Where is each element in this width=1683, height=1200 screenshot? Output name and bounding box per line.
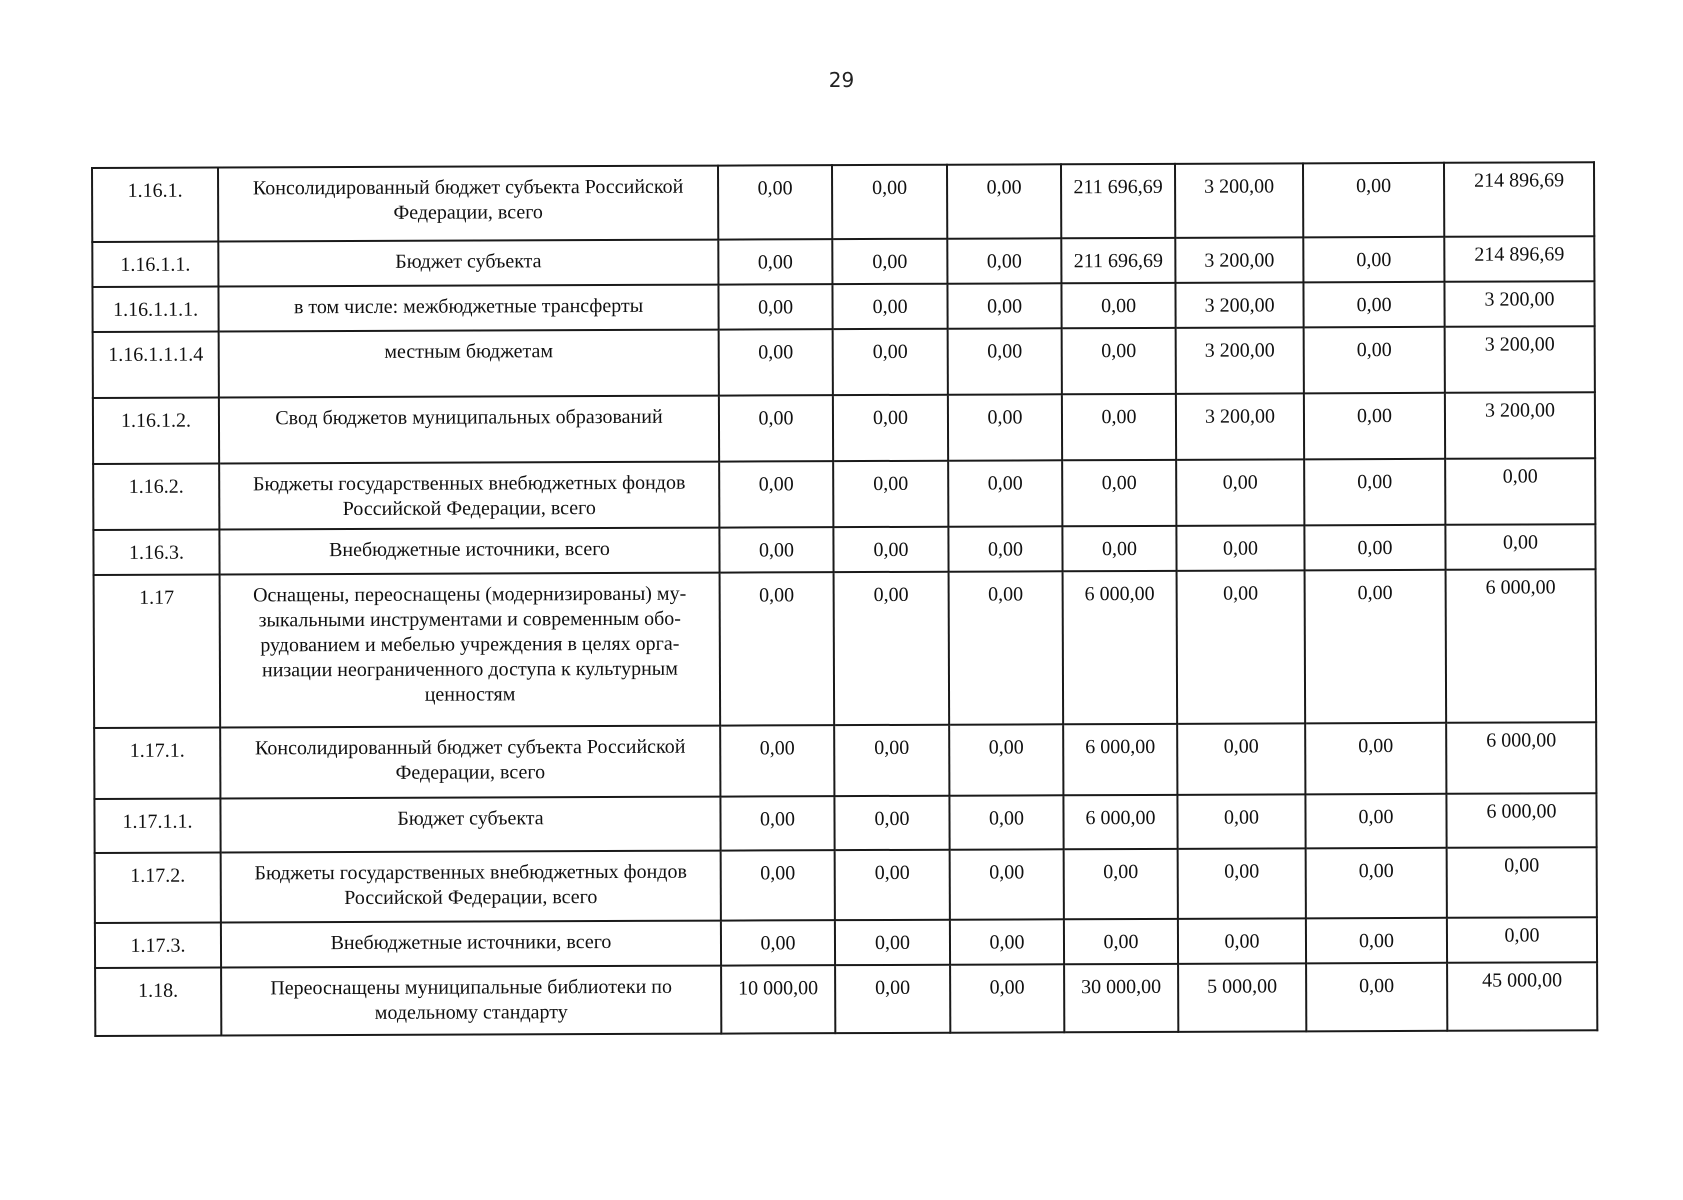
row-value: 0,00	[950, 849, 1064, 919]
row-value: 0,00	[948, 394, 1062, 460]
row-description: в том числе: межбюджетные трансферты	[218, 285, 718, 332]
row-value: 0,00	[833, 461, 948, 527]
row-total-value: 214 896,69	[1444, 236, 1594, 282]
row-value: 0,00	[721, 920, 835, 965]
row-total-value: 6 000,00	[1446, 569, 1597, 723]
row-value: 0,00	[834, 572, 950, 725]
row-value: 0,00	[1177, 794, 1305, 848]
row-value: 211 696,69	[1061, 164, 1175, 238]
table-row	[94, 722, 1596, 799]
row-total-value: 3 200,00	[1444, 281, 1594, 327]
row-code: 1.16.1.1.	[92, 242, 218, 287]
row-value: 0,00	[832, 284, 947, 329]
table-row	[94, 793, 1596, 853]
row-value: 0,00	[719, 527, 833, 572]
row-value: 0,00	[1304, 525, 1445, 571]
row-value: 0,00	[1303, 282, 1444, 328]
row-code: 1.18.	[95, 968, 221, 1036]
row-value: 0,00	[1061, 283, 1175, 328]
table-body	[92, 162, 1597, 1036]
table-row	[94, 569, 1597, 728]
row-value: 0,00	[718, 239, 832, 284]
row-value: 0,00	[1176, 459, 1304, 525]
row-value: 0,00	[1303, 163, 1444, 238]
row-value: 6 000,00	[1063, 795, 1177, 849]
row-value: 0,00	[950, 964, 1064, 1032]
row-value: 0,00	[1306, 918, 1447, 964]
row-value: 0,00	[1176, 525, 1304, 570]
row-value: 0,00	[948, 328, 1062, 394]
row-value: 0,00	[1304, 459, 1445, 526]
row-description: Оснащены, переоснащены (модернизированы) му-зыкальными инструментами и современным обо-рудованием и мебелью учреждения в целях орга-низации неограниченного доступа к культурным ценностям	[220, 573, 721, 728]
row-value: 0,00	[1305, 570, 1447, 724]
row-value: 0,00	[1304, 393, 1445, 460]
table-row	[95, 917, 1597, 968]
row-value: 5 000,00	[1178, 963, 1306, 1031]
row-description: Консолидированный бюджет субъекта Российской Федерации, всего	[218, 166, 718, 242]
row-code: 1.17.1.	[94, 728, 220, 799]
row-total-value: 3 200,00	[1445, 392, 1595, 459]
table-row	[93, 458, 1595, 530]
row-value: 0,00	[948, 460, 1062, 526]
row-code: 1.17.2.	[95, 853, 221, 923]
table-row	[92, 281, 1594, 332]
row-code: 1.17	[94, 575, 221, 728]
row-value: 0,00	[832, 165, 947, 239]
row-value: 0,00	[950, 919, 1064, 964]
row-value: 0,00	[718, 165, 832, 239]
row-value: 3 200,00	[1175, 282, 1303, 327]
row-value: 0,00	[1306, 848, 1447, 919]
row-description: Внебюджетные источники, всего	[221, 921, 721, 968]
row-value: 0,00	[1305, 723, 1446, 795]
row-value: 0,00	[833, 527, 948, 572]
row-description: Бюджет субъекта	[220, 797, 720, 853]
row-value: 0,00	[832, 239, 947, 284]
row-value: 0,00	[833, 329, 948, 395]
budget-table	[91, 161, 1598, 1037]
row-value: 0,00	[835, 850, 950, 920]
row-value: 0,00	[1177, 570, 1306, 723]
row-total-value: 3 200,00	[1445, 326, 1595, 393]
row-value: 0,00	[720, 725, 834, 796]
row-value: 0,00	[834, 796, 949, 850]
row-value: 0,00	[948, 526, 1062, 571]
row-total-value: 0,00	[1445, 524, 1595, 570]
table-row	[93, 326, 1595, 398]
row-value: 0,00	[1064, 919, 1178, 964]
row-value: 0,00	[719, 329, 833, 395]
row-value: 0,00	[1305, 794, 1446, 849]
row-value: 0,00	[949, 571, 1064, 724]
row-value: 0,00	[1178, 918, 1306, 963]
row-total-value: 214 896,69	[1444, 162, 1594, 237]
row-value: 0,00	[1062, 328, 1176, 394]
row-description: Бюджеты государственных внебюджетных фондов Российской Федерации, всего	[219, 462, 719, 530]
table-row	[95, 962, 1597, 1036]
row-total-value: 0,00	[1447, 917, 1597, 963]
row-value: 10 000,00	[721, 965, 835, 1033]
row-value: 3 200,00	[1176, 327, 1304, 393]
row-code: 1.16.3.	[93, 530, 219, 575]
row-value: 0,00	[1064, 849, 1178, 919]
row-total-value: 0,00	[1445, 458, 1595, 525]
row-value: 0,00	[1062, 526, 1176, 571]
row-description: Бюджеты государственных внебюджетных фондов Российской Федерации, всего	[221, 851, 721, 923]
row-total-value: 45 000,00	[1447, 962, 1597, 1031]
row-value: 0,00	[721, 850, 835, 920]
row-value: 6 000,00	[1063, 571, 1178, 724]
row-value: 0,00	[835, 965, 950, 1033]
row-code: 1.16.1.1.1.	[92, 287, 218, 332]
table-row	[93, 392, 1595, 464]
row-total-value: 0,00	[1447, 847, 1597, 918]
row-value: 0,00	[719, 395, 833, 461]
row-value: 0,00	[833, 395, 948, 461]
row-code: 1.17.3.	[95, 923, 221, 968]
row-value: 211 696,69	[1061, 238, 1175, 283]
row-code: 1.16.1.1.1.4	[93, 332, 219, 398]
row-value: 0,00	[720, 796, 834, 850]
row-value: 3 200,00	[1175, 237, 1303, 282]
row-value: 0,00	[1062, 394, 1176, 460]
row-value: 0,00	[834, 725, 949, 796]
page-number: 29	[828, 68, 855, 92]
row-value: 3 200,00	[1176, 393, 1304, 459]
row-value: 0,00	[949, 724, 1063, 795]
row-value: 0,00	[947, 238, 1061, 283]
row-value: 0,00	[718, 284, 832, 329]
row-value: 0,00	[719, 461, 833, 527]
row-value: 0,00	[1304, 327, 1445, 394]
row-value: 0,00	[1306, 963, 1447, 1032]
row-total-value: 6 000,00	[1446, 793, 1596, 848]
row-description: Бюджет субъекта	[218, 240, 718, 287]
table-row	[92, 236, 1594, 287]
row-value: 0,00	[1178, 848, 1306, 918]
row-value: 0,00	[947, 164, 1061, 238]
row-code: 1.17.1.1.	[94, 799, 220, 853]
row-value: 30 000,00	[1064, 964, 1178, 1032]
row-value: 0,00	[1177, 723, 1305, 794]
row-total-value: 6 000,00	[1446, 722, 1596, 794]
row-code: 1.16.1.2.	[93, 398, 219, 464]
row-value: 3 200,00	[1175, 163, 1303, 237]
row-value: 6 000,00	[1063, 724, 1177, 795]
row-value: 0,00	[947, 283, 1061, 328]
row-description: местным бюджетам	[219, 330, 719, 398]
row-description: Внебюджетные источники, всего	[219, 528, 719, 575]
row-description: Свод бюджетов муниципальных образований	[219, 396, 719, 464]
row-code: 1.16.1.	[92, 168, 218, 242]
row-value: 0,00	[949, 795, 1063, 849]
row-description: Консолидированный бюджет субъекта Российской Федерации, всего	[220, 726, 720, 799]
row-value: 0,00	[720, 572, 835, 725]
table-row	[92, 162, 1594, 242]
row-description: Переоснащены муниципальные библиотеки по модельному стандарту	[221, 966, 721, 1036]
row-value: 0,00	[1062, 460, 1176, 526]
row-value: 0,00	[835, 920, 950, 965]
row-code: 1.16.2.	[93, 464, 219, 530]
row-value: 0,00	[1303, 237, 1444, 283]
table-row	[93, 524, 1595, 575]
table-row	[95, 847, 1597, 923]
